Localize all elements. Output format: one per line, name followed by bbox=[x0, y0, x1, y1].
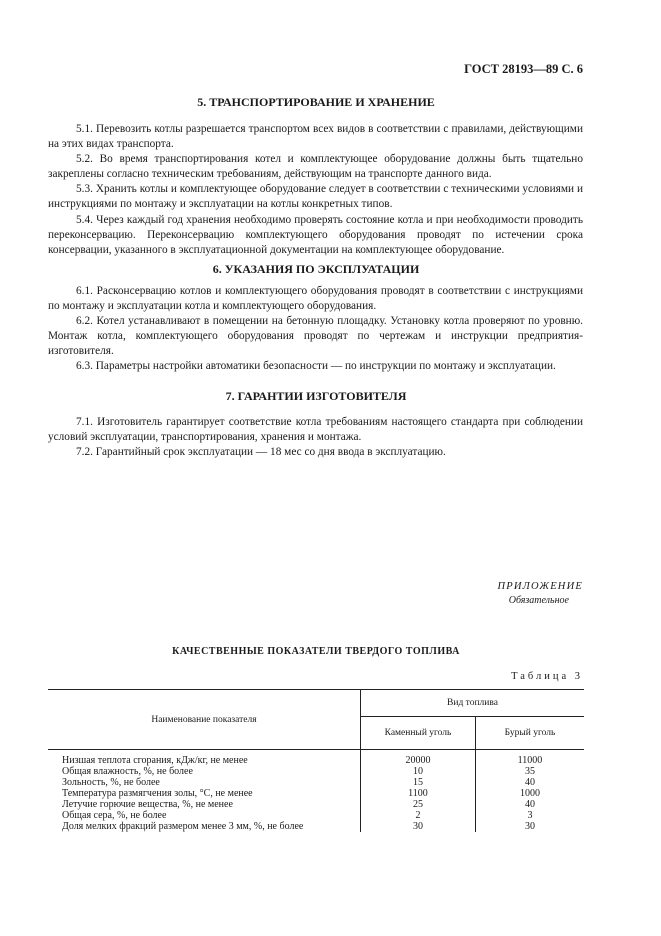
table-row bbox=[48, 750, 584, 767]
row-name: Летучие горючие вещества, %, не менее bbox=[62, 799, 233, 810]
table-row bbox=[48, 810, 584, 821]
row-value-coal: 25 bbox=[361, 799, 476, 810]
paragraph-6-1: 6.1. Расконсервацию котлов и комплектующего оборудования проводят в соответствии с инструкциями по монтажу и эксплуатации котла и комплектующего оборудования. bbox=[48, 285, 583, 313]
row-name: Общая влажность, %, не более bbox=[62, 766, 193, 777]
row-value-brown-coal: 3 bbox=[476, 810, 585, 821]
section-7-body bbox=[48, 415, 583, 460]
row-name: Общая сера, %, не более bbox=[62, 810, 167, 821]
section-6-title: 6. УКАЗАНИЯ ПО ЭКСПЛУАТАЦИИ bbox=[212, 262, 420, 276]
row-value-brown-coal: 1000 bbox=[476, 788, 585, 799]
section-5-body bbox=[48, 122, 583, 258]
table-label: Таблица 3 bbox=[511, 671, 583, 682]
table-header-group: Вид топлива bbox=[361, 690, 585, 717]
paragraph-6-3: 6.3. Параметры настройки автоматики безопасности — по инструкции по монтажу и эксплуатации. bbox=[76, 360, 556, 373]
row-value-coal: 30 bbox=[361, 821, 476, 832]
table-header-brown-coal: Бурый уголь bbox=[476, 717, 585, 750]
table-header-name: Наименование показателя bbox=[48, 690, 361, 750]
row-value-coal: 2 bbox=[361, 810, 476, 821]
row-value-brown-coal: 11000 bbox=[476, 750, 585, 767]
section-7-title: 7. ГАРАНТИИ ИЗГОТОВИТЕЛЯ bbox=[225, 389, 407, 403]
section-6-body bbox=[48, 284, 583, 375]
paragraph-5-1: 5.1. Перевозить котлы разрешается транспортом всех видов в соответствии с правилами, действующими на этих видах транспорта. bbox=[48, 123, 583, 151]
appendix-status: Обязательное bbox=[508, 595, 569, 606]
paragraph-5-4: 5.4. Через каждый год хранения необходимо проверять состояние котла и при необходимости проводить переконсервацию. Переконсервацию комплектующего оборудования проводят по истечении срока консервации, указанного в эксплуатационной документации на комплектующее оборудование. bbox=[48, 213, 583, 256]
page-header: ГОСТ 28193—89 С. 6 bbox=[464, 62, 583, 76]
table-row bbox=[48, 766, 584, 777]
row-value-brown-coal: 40 bbox=[476, 777, 585, 788]
row-value-brown-coal: 35 bbox=[476, 766, 585, 777]
row-value-brown-coal: 40 bbox=[476, 799, 585, 810]
table-row bbox=[48, 788, 584, 799]
row-value-coal: 10 bbox=[361, 766, 476, 777]
appendix-label: ПРИЛОЖЕНИЕ bbox=[497, 581, 583, 592]
appendix-title: КАЧЕСТВЕННЫЕ ПОКАЗАТЕЛИ ТВЕРДОГО ТОПЛИВА bbox=[172, 646, 460, 657]
row-value-brown-coal: 30 bbox=[476, 821, 585, 832]
row-name: Доля мелких фракций размером менее 3 мм, %, не более bbox=[62, 821, 304, 832]
paragraph-7-1: 7.1. Изготовитель гарантирует соответствие котла требованиям настоящего стандарта при соблюдении условий эксплуатации, транспортирования, хранения и монтажа. bbox=[48, 416, 583, 444]
fuel-quality-table bbox=[48, 689, 584, 832]
appendix-label-block bbox=[498, 581, 584, 606]
paragraph-5-3: 5.3. Хранить котлы и комплектующее оборудование следует в соответствии с техническими условиями и инструкциями по монтажу и эксплуатации на котлы конкретных типов. bbox=[48, 183, 583, 211]
table-row bbox=[48, 799, 584, 810]
table-header-coal: Каменный уголь bbox=[361, 717, 476, 750]
section-5-title: 5. ТРАНСПОРТИРОВАНИЕ И ХРАНЕНИЕ bbox=[197, 95, 435, 109]
table-row bbox=[48, 821, 584, 832]
row-value-coal: 1100 bbox=[361, 788, 476, 799]
paragraph-5-2: 5.2. Во время транспортирования котел и комплектующее оборудование должны быть тщательно закреплены согласно техническим требованиям, действующим на транспорте данного вида. bbox=[48, 153, 583, 181]
row-name: Низшая теплота сгорания, кДж/кг, не менее bbox=[62, 755, 248, 766]
row-name: Зольность, %, не более bbox=[62, 777, 160, 788]
row-value-coal: 20000 bbox=[361, 750, 476, 767]
row-value-coal: 15 bbox=[361, 777, 476, 788]
table-row bbox=[48, 777, 584, 788]
paragraph-7-2: 7.2. Гарантийный срок эксплуатации — 18 мес со дня ввода в эксплуатацию. bbox=[76, 446, 446, 459]
paragraph-6-2: 6.2. Котел устанавливают в помещении на бетонную площадку. Установку котла проверяют по уровню. Монтаж котла, комплектующего оборудования проводят по чертежам и инструкции предприятия-изготовителя. bbox=[48, 315, 583, 358]
row-name: Температура размягчения золы, °С, не менее bbox=[62, 788, 253, 799]
